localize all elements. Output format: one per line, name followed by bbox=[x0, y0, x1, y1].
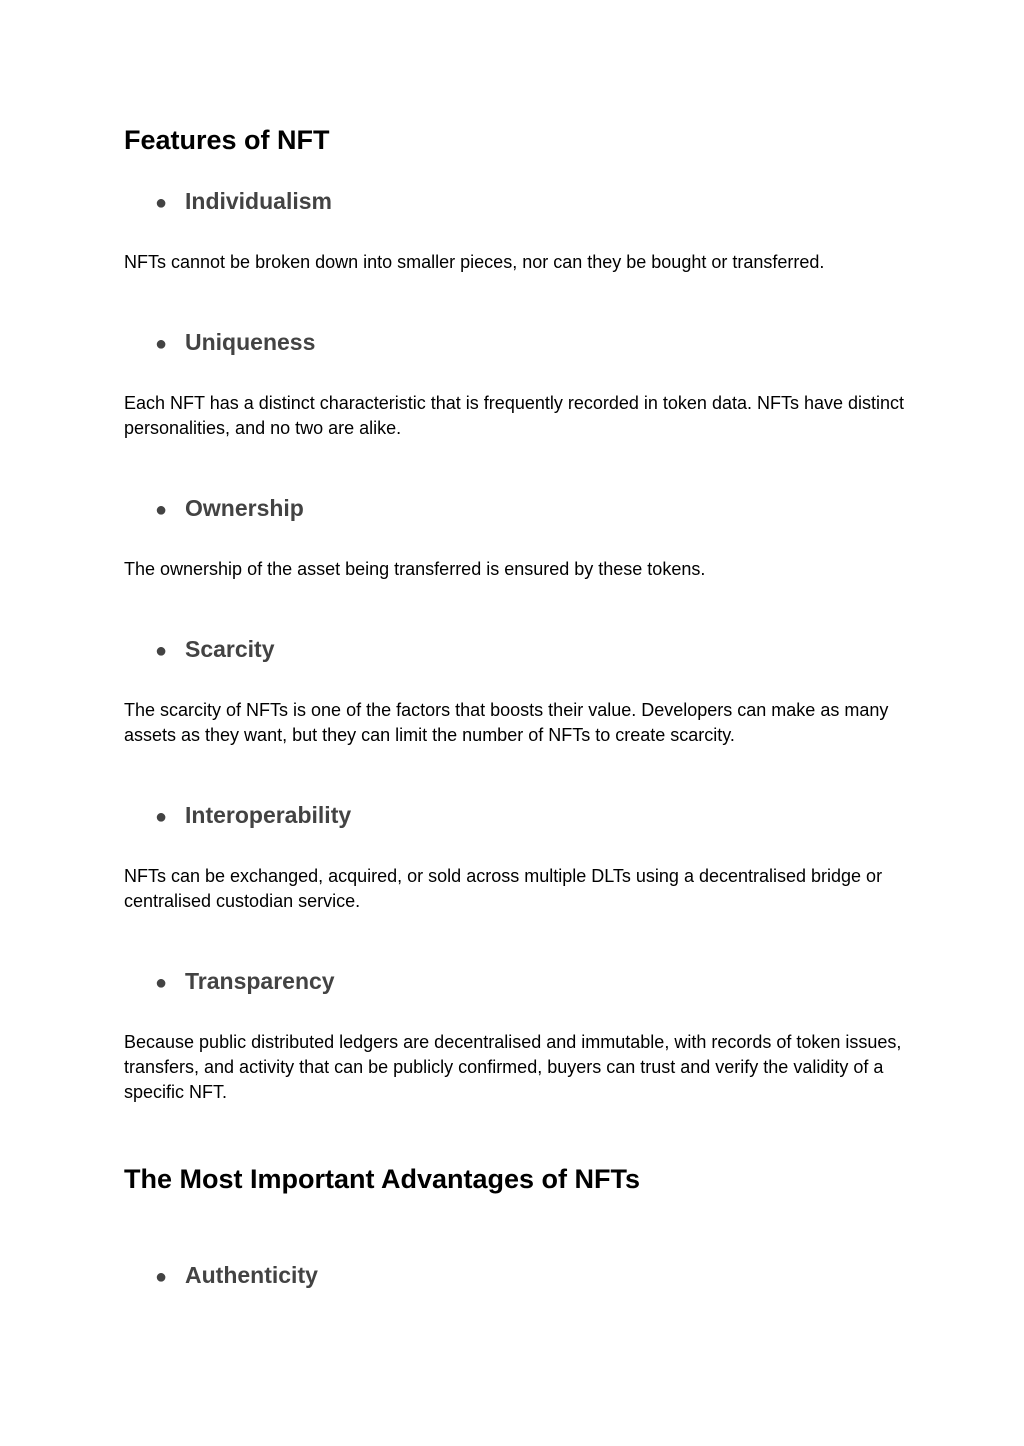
advantage-heading-authenticity bbox=[155, 1261, 318, 1291]
feature-text-uniqueness: Each NFT has a distinct characteristic that is frequently recorded in token data. NFTs have distinct personalities, and no two are alike. bbox=[124, 393, 905, 438]
feature-text-interoperability: NFTs can be exchanged, acquired, or sold across multiple DLTs using a decentralised bridge or centralised custodian service. bbox=[124, 866, 883, 911]
bullet-icon: ● bbox=[155, 972, 168, 994]
bullet-icon: ● bbox=[155, 806, 168, 828]
feature-text-scarcity: The scarcity of NFTs is one of the factors that boosts their value. Developers can make as many assets as they want, but they can limit the number of NFTs to create scarcity. bbox=[124, 700, 889, 745]
bullet-icon: ● bbox=[155, 499, 168, 521]
feature-title: Individualism bbox=[185, 188, 332, 214]
feature-title: Ownership bbox=[185, 495, 304, 521]
feature-title: Uniqueness bbox=[185, 329, 316, 355]
feature-heading-ownership bbox=[155, 494, 304, 524]
bullet-icon: ● bbox=[155, 640, 168, 662]
feature-heading-interoperability bbox=[155, 801, 351, 831]
feature-title: Interoperability bbox=[185, 802, 352, 828]
features-heading: Features of NFT bbox=[124, 125, 330, 155]
feature-heading-individualism bbox=[155, 187, 332, 217]
bullet-icon: ● bbox=[155, 1266, 168, 1288]
feature-title: Transparency bbox=[185, 968, 335, 994]
feature-heading-scarcity bbox=[155, 635, 275, 665]
advantage-title: Authenticity bbox=[185, 1262, 318, 1288]
feature-heading-uniqueness bbox=[155, 328, 315, 358]
feature-text-ownership: The ownership of the asset being transferred is ensured by these tokens. bbox=[124, 559, 706, 579]
feature-title: Scarcity bbox=[185, 636, 275, 662]
feature-text-transparency: Because public distributed ledgers are decentralised and immutable, with records of token issues, transfers, and activity that can be publicly confirmed, buyers can trust and verify the validity of a specific NFT. bbox=[124, 1032, 902, 1102]
bullet-icon: ● bbox=[155, 333, 168, 355]
feature-heading-transparency bbox=[155, 967, 335, 997]
advantages-heading: The Most Important Advantages of NFTs bbox=[124, 1164, 641, 1194]
bullet-icon: ● bbox=[155, 192, 168, 214]
feature-text-individualism: NFTs cannot be broken down into smaller pieces, nor can they be bought or transferred. bbox=[124, 252, 825, 272]
